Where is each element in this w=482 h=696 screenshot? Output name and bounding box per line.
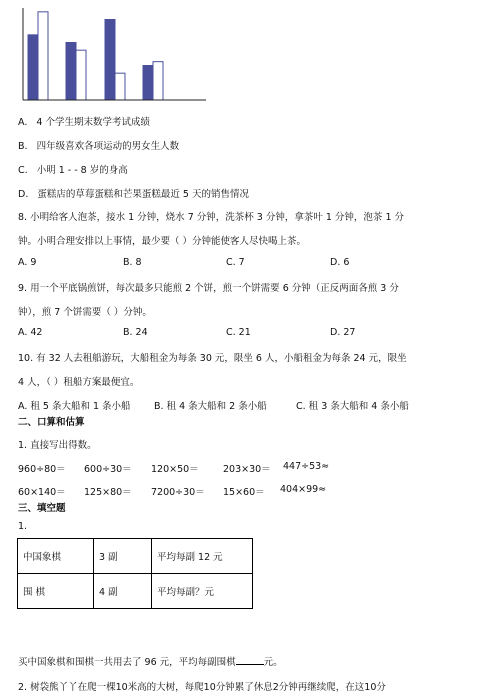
table-row	[18, 539, 253, 574]
option-10c: C. 租 3 条大船和 4 条小船	[296, 401, 409, 412]
bar-filled-2	[105, 20, 115, 101]
question-9-line1: 9. 用一个平底锅煎饼，每次最多只能煎 2 个饼，煎一个饼需要 6 分钟（正反两面各煎 3 分	[18, 283, 399, 294]
table-cell: 中国象棋	[18, 539, 94, 574]
sentence-end: 元。	[263, 657, 283, 668]
option-label: A.	[18, 117, 28, 128]
calc-cell: 15×60＝	[223, 487, 265, 498]
bar-outline-2	[115, 73, 125, 100]
question-3-2: 2. 树袋熊丫丫在爬一棵10米高的大树，每爬10分钟累了休息2分钟再继续爬，在这10分	[18, 682, 386, 693]
option-10a: A. 租 5 条大船和 1 条小船	[18, 401, 131, 412]
option-text: 小明 1 - - 8 岁的身高	[36, 165, 128, 176]
calc-cell: 960÷80＝	[18, 464, 66, 475]
option-8d: D. 6	[330, 257, 350, 268]
calc-cell: 203×30＝	[223, 464, 271, 475]
answer-blank[interactable]	[236, 656, 264, 665]
calc-cell: 120×50＝	[151, 464, 199, 475]
table-row	[18, 574, 253, 609]
option-label: C.	[18, 165, 28, 176]
question-8-line1: 8. 小明给客人泡茶，接水 1 分钟，烧水 7 分钟，洗茶杯 3 分钟，拿茶叶 1 分钟，泡茶 1 分	[18, 212, 405, 223]
calc-cell: 7200÷30＝	[151, 487, 205, 498]
option-7a	[18, 114, 150, 128]
question-10-line2: 4 人，（ ）租船方案最便宜。	[18, 377, 140, 388]
price-table	[17, 538, 253, 609]
fill-in-sentence	[18, 654, 283, 668]
table-cell: 3 副	[94, 539, 152, 574]
calc-cell: 60×140＝	[18, 487, 66, 498]
table-cell: 4 副	[94, 574, 152, 609]
option-8a: A. 9	[18, 257, 37, 268]
option-text: 蛋糕店的草莓蛋糕和芒果蛋糕最近 5 天的销售情况	[37, 189, 249, 200]
bar-filled-1	[66, 43, 76, 101]
bar-outline-1	[76, 50, 86, 100]
question-10-line1: 10. 有 32 人去租船游玩，大船租金为每条 30 元，限坐 6 人，小船租金为每条 24 元，限坐	[18, 353, 407, 364]
question-8-line2: 钟。小明合理安排以上事情，最少要（ ）分钟能使客人尽快喝上茶。	[18, 236, 307, 247]
option-7d	[18, 186, 249, 200]
option-label: D.	[18, 189, 29, 200]
option-9d: D. 27	[330, 327, 356, 338]
option-7b	[18, 138, 179, 152]
bar-chart	[18, 8, 208, 103]
bar-outline-0	[38, 12, 48, 100]
option-7c	[18, 162, 128, 176]
section-2-heading: 二、口算和估算	[18, 417, 85, 428]
section-3-heading: 三、填空题	[18, 503, 66, 514]
bar-filled-3	[143, 66, 153, 101]
option-8c: C. 7	[226, 257, 245, 268]
calc-cell: 404×99≈	[280, 484, 327, 495]
section-2-item-1: 1. 直接写出得数。	[18, 440, 97, 451]
table-cell: 围 棋	[18, 574, 94, 609]
option-8b: B. 8	[123, 257, 142, 268]
table-cell: 平均每副 12 元	[152, 539, 253, 574]
calc-cell: 447÷53≈	[283, 461, 330, 472]
bar-outline-3	[153, 62, 163, 100]
section-3-item-1: 1.	[18, 521, 28, 532]
option-9b: B. 24	[123, 327, 148, 338]
table-cell: 平均每副？元	[152, 574, 253, 609]
option-text: 四年级喜欢各项运动的男女生人数	[36, 141, 180, 152]
option-9a: A. 42	[18, 327, 43, 338]
bar-filled-0	[28, 35, 38, 100]
question-9-line2: 钟），煎 7 个饼需要（ ）分钟。	[18, 307, 152, 318]
option-label: B.	[18, 141, 28, 152]
option-text: 4 个学生期末数学考试成绩	[36, 117, 150, 128]
option-10b: B. 租 4 条大船和 2 条小船	[154, 401, 267, 412]
sentence-start: 买中国象棋和围棋一共用去了 96 元，平均每副围棋	[18, 657, 236, 668]
option-9c: C. 21	[226, 327, 251, 338]
calc-cell: 125×80＝	[84, 487, 132, 498]
calc-cell: 600÷30＝	[84, 464, 132, 475]
